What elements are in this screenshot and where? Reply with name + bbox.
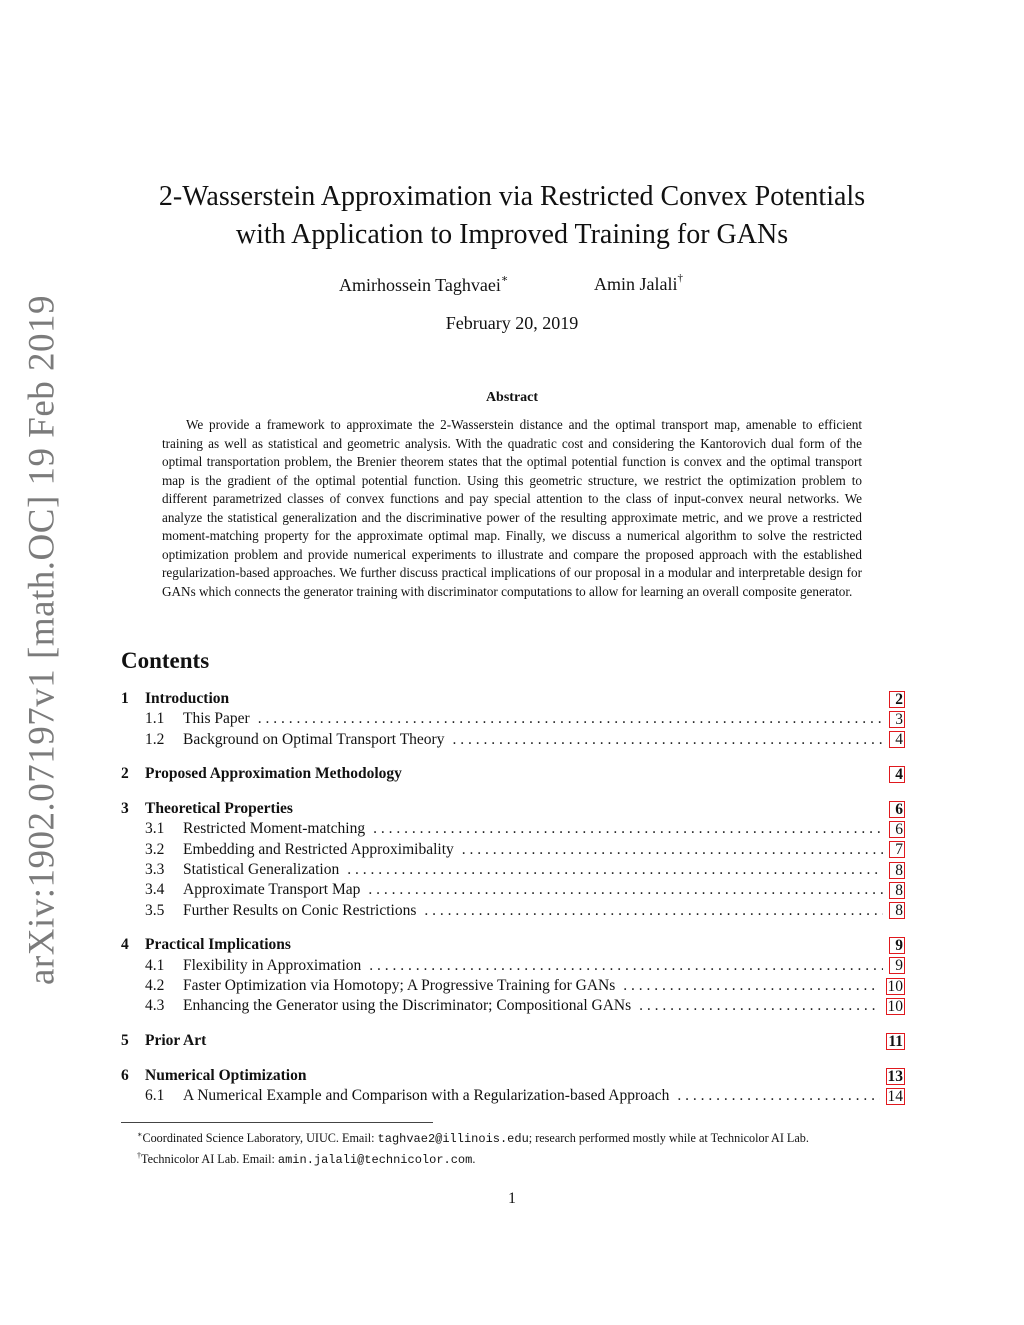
toc-section-title: Introduction bbox=[145, 690, 230, 707]
toc-dot-leader bbox=[462, 840, 883, 860]
toc-subsection-number: 3.2 bbox=[145, 840, 165, 858]
toc-subsection-entry[interactable] bbox=[121, 860, 905, 880]
toc-section-title: Proposed Approximation Methodology bbox=[145, 765, 402, 783]
toc-section bbox=[121, 1066, 905, 1107]
contents-heading: Contents bbox=[121, 648, 210, 673]
toc-section-title: Theoretical Properties bbox=[145, 800, 293, 818]
toc-page-link[interactable]: 8 bbox=[889, 902, 905, 919]
toc-subsection-title: A Numerical Example and Comparison with a Regularization-based Approach bbox=[183, 1087, 670, 1105]
toc-section-entry[interactable] bbox=[121, 689, 905, 709]
toc-dot-leader bbox=[258, 709, 883, 729]
paper-title bbox=[0, 178, 1024, 254]
toc-subsection-title: Embedding and Restricted Approximibality bbox=[183, 840, 454, 858]
table-of-contents bbox=[121, 689, 905, 1121]
toc-page-link[interactable]: 6 bbox=[889, 801, 905, 818]
toc-section-entry[interactable] bbox=[121, 1031, 905, 1051]
title-line-2: with Application to Improved Training for GANs bbox=[235, 219, 789, 250]
toc-dot-leader bbox=[623, 976, 879, 996]
author-name: Amirhossein Taghvaei bbox=[339, 275, 501, 295]
toc-subsection-entry[interactable] bbox=[121, 996, 905, 1016]
toc-subsection-entry[interactable] bbox=[121, 880, 905, 900]
paper-date: February 20, 2019 bbox=[445, 313, 579, 333]
toc-page-link[interactable]: 10 bbox=[887, 977, 903, 995]
toc-subsection-number: 3.1 bbox=[145, 820, 165, 838]
toc-subsection-entry[interactable] bbox=[121, 819, 905, 839]
toc-page-link[interactable]: 9 bbox=[889, 937, 905, 954]
toc-section-entry[interactable] bbox=[121, 1066, 905, 1086]
abstract-body: We provide a framework to approximate the 2-Wasserstein distance and the optimal transport map, amenable to efficient training as well as statistical and geometric analysis. With the quadratic cost and considering the Kantorovich dual form of the optimal transportation problem, the Brenier theorem states that the optimal potential function is convex and the optimal transport map is the gradient of the optimal potential function. Using this geometric structure, we restrict the optimization problem to different parametrized classes of convex functions and pay special attention to the class of input-convex neural networks. We analyze the statistical generalization and the discriminative power of the resulting approximate metric, and we prove a restricted moment-matching property for the approximate optimal map. Finally, we discuss a numerical algorithm to solve the restricted optimization problem and provide numerical experiments to illustrate and compare the proposed approach with the established regularization-based approaches. We further discuss practical implications of our proposal in a modular and interpretable design for GANs which connects the generator training with discriminator computations to allow for learning an overall composite generator. bbox=[162, 417, 862, 599]
footnote-text: Coordinated Science Laboratory, UIUC. Email: bbox=[142, 1131, 378, 1146]
toc-page-link[interactable]: 8 bbox=[889, 862, 905, 879]
toc-subsection-title: Restricted Moment-matching bbox=[183, 820, 366, 838]
toc-page-link[interactable]: 8 bbox=[889, 882, 905, 899]
author-footnote-mark[interactable]: † bbox=[677, 272, 683, 284]
toc-section-title: Numerical Optimization bbox=[145, 1066, 307, 1084]
toc-subsection-number: 6.1 bbox=[145, 1087, 165, 1105]
toc-dot-leader bbox=[373, 819, 883, 839]
toc-subsection-number: 4.2 bbox=[145, 977, 165, 995]
toc-subsection-entry[interactable] bbox=[121, 840, 905, 860]
toc-section-number: 2 bbox=[121, 765, 129, 783]
toc-subsection-entry[interactable] bbox=[121, 956, 905, 976]
footnote-1 bbox=[137, 1127, 809, 1148]
footnote-text: ; research performed mostly while at Technicolor AI Lab. bbox=[528, 1131, 809, 1146]
footnote-text: . bbox=[472, 1151, 476, 1166]
footnotes bbox=[137, 1127, 809, 1168]
toc-subsection-title: Faster Optimization via Homotopy; A Progressive Training for GANs bbox=[183, 977, 616, 995]
toc-page-link[interactable]: 6 bbox=[889, 821, 905, 838]
toc-subsection-number: 1.2 bbox=[145, 730, 165, 748]
toc-section bbox=[121, 764, 905, 784]
toc-subsection-title: Flexibility in Approximation bbox=[183, 956, 362, 974]
toc-page-link[interactable]: 9 bbox=[889, 957, 905, 974]
toc-dot-leader bbox=[369, 956, 883, 976]
toc-subsection-entry[interactable] bbox=[121, 1086, 905, 1106]
toc-subsection-title: Background on Optimal Transport Theory bbox=[183, 730, 445, 748]
abstract-heading: Abstract bbox=[485, 390, 539, 405]
toc-subsection-number: 3.5 bbox=[145, 901, 165, 919]
toc-subsection-entry[interactable] bbox=[121, 709, 905, 729]
toc-page-link[interactable]: 7 bbox=[889, 841, 905, 858]
footnote-divider bbox=[121, 1122, 433, 1123]
arxiv-stamp: arXiv:1902.07197v1 [math.OC] 19 Feb 2019 bbox=[21, 294, 63, 986]
toc-subsection-title: Further Results on Conic Restrictions bbox=[183, 901, 417, 919]
author-2 bbox=[594, 274, 683, 295]
toc-section bbox=[121, 1031, 905, 1051]
toc-page-link[interactable]: 2 bbox=[889, 691, 905, 708]
toc-subsection-title: This Paper bbox=[183, 710, 250, 728]
page-number: 1 bbox=[508, 1190, 516, 1207]
toc-dot-leader bbox=[347, 860, 883, 880]
toc-page-link[interactable]: 14 bbox=[887, 1087, 903, 1105]
toc-dot-leader bbox=[368, 880, 883, 900]
toc-subsection-title: Approximate Transport Map bbox=[183, 881, 361, 899]
toc-subsection-entry[interactable] bbox=[121, 901, 905, 921]
toc-subsection-number: 3.4 bbox=[145, 881, 165, 899]
toc-subsection-number: 3.3 bbox=[145, 861, 165, 879]
toc-section-number: 6 bbox=[121, 1066, 129, 1084]
toc-section bbox=[121, 689, 905, 750]
toc-section-number: 3 bbox=[121, 800, 129, 818]
email-link[interactable]: taghvae2@illinois.edu bbox=[377, 1132, 529, 1147]
toc-subsection-number: 4.3 bbox=[145, 997, 165, 1015]
toc-subsection-title: Enhancing the Generator using the Discriminator; Compositional GANs bbox=[183, 997, 632, 1015]
toc-dot-leader bbox=[677, 1086, 879, 1106]
toc-section bbox=[121, 799, 905, 921]
toc-subsection-entry[interactable] bbox=[121, 730, 905, 750]
toc-page-link[interactable]: 10 bbox=[887, 998, 903, 1015]
author-1 bbox=[339, 274, 508, 296]
email-link[interactable]: amin.jalali@technicolor.com bbox=[277, 1152, 473, 1167]
toc-section-entry[interactable] bbox=[121, 799, 905, 819]
toc-dot-leader bbox=[424, 901, 883, 921]
toc-section-number: 1 bbox=[121, 690, 129, 707]
footnote-text: Technicolor AI Lab. Email: bbox=[141, 1151, 278, 1166]
toc-dot-leader bbox=[639, 996, 879, 1016]
toc-subsection-number: 4.1 bbox=[145, 956, 165, 974]
footnote-2 bbox=[137, 1148, 809, 1169]
toc-dot-leader bbox=[452, 730, 883, 750]
toc-page-link[interactable]: 11 bbox=[888, 1032, 903, 1050]
author-name: Amin Jalali bbox=[594, 274, 678, 294]
toc-section-title: Practical Implications bbox=[145, 936, 291, 954]
footnote-mark: ∗ bbox=[137, 1130, 143, 1139]
author-footnote-mark[interactable]: ∗ bbox=[500, 273, 509, 285]
toc-section-number: 5 bbox=[121, 1032, 129, 1050]
toc-page-link[interactable]: 4 bbox=[889, 731, 905, 748]
toc-section-title: Prior Art bbox=[145, 1032, 207, 1050]
toc-subsection-entry[interactable] bbox=[121, 976, 905, 996]
toc-section-entry[interactable] bbox=[121, 764, 905, 784]
toc-section-number: 4 bbox=[121, 936, 129, 954]
toc-page-link[interactable]: 3 bbox=[889, 711, 905, 728]
toc-subsection-title: Statistical Generalization bbox=[183, 861, 340, 879]
toc-section bbox=[121, 935, 905, 1016]
toc-page-link[interactable]: 4 bbox=[889, 766, 905, 783]
title-line-1: 2-Wasserstein Approximation via Restricted Convex Potentials bbox=[158, 181, 866, 212]
toc-section-entry[interactable] bbox=[121, 935, 905, 955]
footnote-mark: † bbox=[137, 1150, 141, 1160]
toc-subsection-number: 1.1 bbox=[145, 710, 165, 728]
toc-page-link[interactable]: 13 bbox=[887, 1067, 903, 1085]
